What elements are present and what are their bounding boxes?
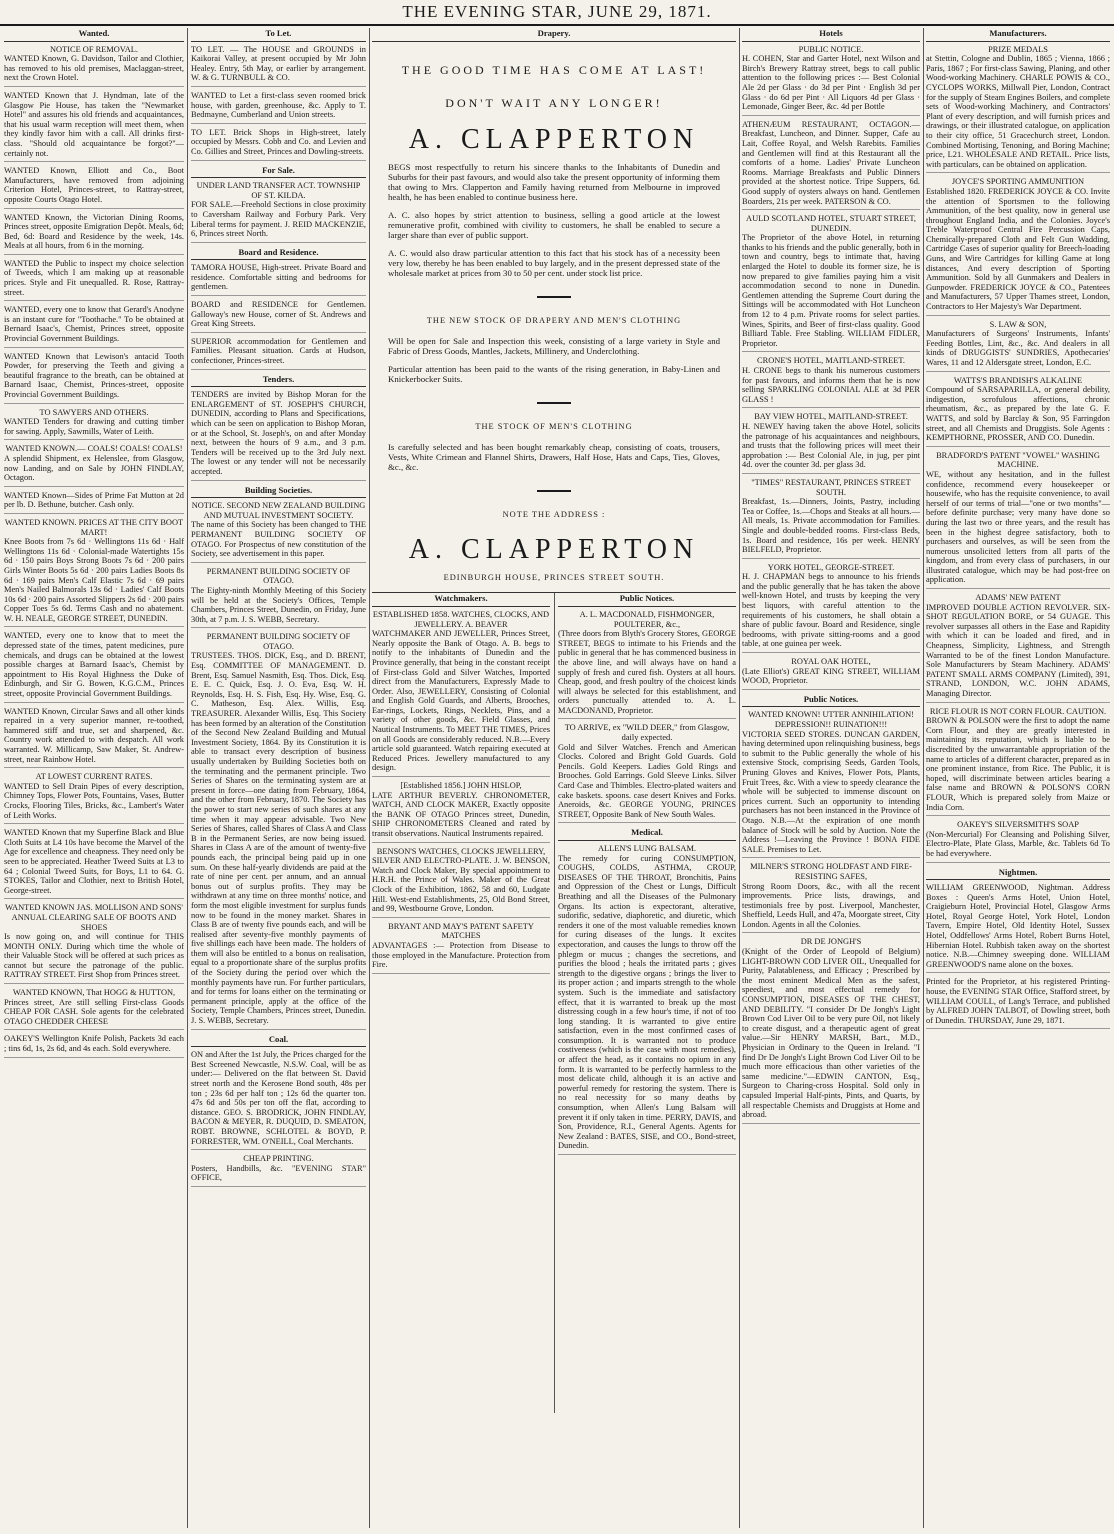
advertisement (191, 128, 366, 161)
divider (537, 402, 571, 404)
advertisement (742, 657, 920, 690)
advertisement (926, 593, 1110, 703)
advertisement (4, 45, 184, 87)
advertisement (926, 707, 1110, 817)
ad-body: The remedy for curing CONSUMPTION, COUGHS, COLDS, ASTHMA, CROUP, DISEASES OF THE THROAT, Bronchitis, Pains and Oppression of the Chest or Lungs, Difficult Breathing and all the Diseases of the Pulmonary Organs. Its action is expectorant, alterative, sudorific, sedative, diaphoretic, and diuretic, which renders it one of the most valuable remedies known for curing diseases of the lungs. It excites expectoration, and causes the lungs to throw off the phlegm or mucus ; changes the secretions, and purifies the blood ; heals the irritated parts ; gives strength to the digestive organs ; brings the liver to its proper action ; and imparts strength to the whole system. Such is the immediate and satisfactory effect, that it is warranted to break up the most distressing cough in a few hour's time, if not of too long standing. It is warranted to give entire satisfaction, even in the most confirmed cases of consumption. It is warranted not to produce costiveness (which is the case with most remedies), or affect the head, as it contains no opium in any form. It is warranted to be perfectly harmless to the most delicate child, although it is an active and powerful remedy for restoring the system. There is no real necessity for so many deaths by consumption, when Allen's Lung Balsam will prevent it if only taken in time. PERRY, DAVIS, and Son, Providence, R.I., General Agents. Agents for New Zealand : BATES, SISE, and CO., Bond-street, Dunedin. (558, 853, 736, 1151)
column-public-notices (558, 593, 736, 1413)
ad-body: WANTED to Let a first-class seven roomed brick house, with garden, greenhouse, &c. Apply to T. Bedmayne, Cumberland and Union streets. (191, 90, 366, 120)
column-watchmakers (372, 593, 550, 1413)
advertisement (742, 214, 920, 352)
column-rule (554, 593, 555, 1413)
ad-heading: ALLEN'S LUNG BALSAM. (597, 844, 697, 853)
ad-body: WANTED Known that my Superfine Black and Blue Cloth Suits at L4 10s have become the Marvel of the Age for excellence and cheapness. They need only be seen to be appreciated. Heather Tweed Suits at L3 to 64 ; Colonial Tweed Suits, for Boys, L1 to 64. G. STOKES, Tailor and Clothier, next to British Hotel, George-street. (4, 828, 184, 895)
section-heading: Public Notices. (742, 694, 920, 708)
ad-paragraph: A. C. also hopes by strict attention to business, selling a good article at the lowest remunerative profit, combined with civility to customers, he shall be enabled to secure a larger share than ever of public support. (388, 210, 720, 241)
ad-heading: CRONE'S HOTEL, MAITLAND-STREET. (757, 356, 905, 366)
ad-heading: WANTED KNOWN JAS. MOLLISON AND SONS' ANNUAL CLEARING SALE OF BOOTS AND SHOES (5, 903, 183, 932)
ad-body: WANTED Known, G. Davidson, Tailor and Clothier, has removed to his old premises, Maclaggan-street, next the Crown Hotel. (4, 54, 184, 83)
ad-body: WANTED, every one to know that to meet the depressed state of the times, patent medicines, pure chemicals, and drugs can be obtained at the lowest possible charges at Barnard Isaac's, Chemist by appointment to His Royal Highness the Duke of Edinburgh, and Sir G. Bowen, K.G.C.M., Princes street, opposite Provincial Government Buildings. (4, 631, 184, 699)
ad-body: BOARD and RESIDENCE for Gentlemen. Galloway's new House, corner of St. Andrews and Great King Streets. (191, 300, 366, 329)
section-heading: Wanted. (4, 28, 184, 42)
advertisement (4, 305, 184, 347)
ad-body: Strong Room Doors, &c., with all the recent improvements. Price lists, drawings, and testimonials free by post. Liverpool, Manchester, Sheffield, Leeds Hull, and 47a, Moorgate street, City London. Agents in all the Colonies. (742, 881, 920, 929)
address: EDINBURGH HOUSE, PRINCES STREET SOUTH. (443, 572, 665, 582)
section-heading: Medical. (558, 827, 736, 841)
advertisement (742, 710, 920, 858)
advertisement (191, 45, 366, 87)
ad-paragraph: Will be open for Sale and Inspection this week, consisting of a large variety in Style and Fabric of Dress Goods, Mantles, Jackets, Millinery, and Underclothing. (388, 335, 720, 356)
ad-body: WE, without any hesitation, and in the fullest confidence, recommend every housekeeper or housewife, who has the requisite convenience, to avail herself of our terms of trial—"one or two months"—before definite purchase; very many have done so during the last two or three years, and the result has been in the highest degree satisfactory, both to purchasers and ourselves, as will be seen from the numerous unsolicited letters from all parts of the kingdom, and from every class of purchasers, in our illustrated catalogue, which may be had post-free on application. (926, 469, 1110, 585)
ad-body: The Eighty-ninth Monthly Meeting of this Society will be held at the Society's Offices, Temple Chambers, Princes Street, Dunedin, on Friday, June 30th, at 7 p.m. J. S. WEBB, Secretary. (191, 585, 366, 624)
ad-body: WANTED the Public to inspect my choice selection of Tweeds, which I am making up at reasonable prices. Style and Fit unequalled. R. Rose, Rattray-street. (4, 258, 184, 297)
ad-body: Posters, Handbills, &c. "EVENING STAR" OFFICE, (191, 1163, 366, 1183)
ad-body: WANTED Known that J. Hyndman, late of the Glasgow Pie House, has taken the "Newmarket Hotel" and assures his old friends and acquaintances, that his usual warm reception will meet them, when they kindly favor him with a call. All drinks first-class. "Should old acquaintance be forgot?"—certainly not. (4, 90, 184, 158)
advertisement (191, 390, 366, 480)
advertisement (558, 723, 736, 823)
advertisement (372, 922, 550, 974)
advertisement (4, 631, 184, 702)
ad-body: The name of this Society has been changed to THE PERMANENT BUILDING SOCIETY OF OTAGO. For Prospectus of new constitution of the Society, see advertisement in this paper. (191, 520, 366, 559)
advertisement (926, 320, 1110, 372)
ad-heading: OAKEY'S SILVERSMITH'S SOAP (957, 820, 1079, 830)
section-heading: Board and Residence. (191, 247, 366, 261)
advertisement (926, 820, 1110, 862)
ad-body: ON and After the 1st July, the Prices charged for the Best Screened Newcastle, N.S.W. Coal, will be as under:— Delivered on the flat between St. David street north and the Kerosene Bond south, 48s per ton ; 23s 6d per half ton ; 12s 6d the quarter ton. 47s 6d and 50s per ton off the flat, according to distance. GEO. S. BRODRICK, JOHN FINDLAY, BACON & MEYER, R. DUQUID, D. SMEATON, ROBT. BROWNE, SCHLOTEL & BOYD, P. FORRESTER, WM. O'NEILL, Coal Merchants. (191, 1050, 366, 1146)
ad-heading: RICE FLOUR IS NOT CORN FLOUR. CAUTION. (929, 706, 1107, 716)
advertisement (191, 337, 366, 370)
ad-body: TO LET. Brick Shops in High-street, lately occupied by Messrs. Cobb and Co. and Levien and Co. Gillies and Street, Princes and Dowling-streets. (191, 127, 366, 156)
ad-body: WANTED to Sell Drain Pipes of every description, Chimney Tops, Flower Pots, Fountains, Vases, Butter Crocks, Flooring Tiles, Bricks, &c., Lambert's Water of Leith Works. (4, 781, 184, 820)
ad-body: TRUSTEES. THOS. DICK, Esq., and D. BRENT, Esq. COMMITTEE OF MANAGEMENT. D. Brent, Esq. Samuel Nasmith, Esq. Thos. Dick, Esq. E. E. C. Quick, Esq. J. O. Eva, Esq. W. H. Reynolds, Esq. H. S. Fish, Esq. Hy. Wise, Esq. G. C. Matheson, Esq. Alex. Willis, Esq. TREASURER. Alexander Willis, Esq. This Society has been formed by an alteration of the Constitution of the Second New Zealand Building and Mutual Investment Society, 1864. By its Constitution it is able to transact every description of business usually undertaken by Building Societies both on the terminating and the permanent principle. Two Series of Shares on the terminating system are at present in force—one dating from February, 1864, and the other from February, 1870. The Society has the power to start new series of such shares at any time when it may appear advisable. Two New Series of Shares, called Shares of Class A and Class B in the Permanent Series, are now being issued. Shares in Class A are of the amount of twenty-five pounds each, the principal being paid up in one sum. On these half-yearly dividends are paid at the rate of nine per cent. per annum, and an annual bonus out of surplus profits. They may be withdrawn at any time on three months' notice, and form the most eligible investment for surplus funds now to be found in the money market. Shares in Class B are of twenty five pounds each, and will be realised after seventy-five monthly payments of five shillings each have been made. The holders of them will also be entitled to a bonus on realisation, equal to a proportionate share of the surplus profits of the Society during the period over which the monthly payments have run. For further particulars, and for terms for loans either on the terminating or permanent principle, apply at the office of the Society, Temple Chambers, Princes street, Dunedin. J. S. WEBB, Secretary. (191, 651, 366, 1026)
ad-heading: DR DE JONGH'S (800, 937, 862, 947)
advertisement (4, 903, 184, 984)
ad-paragraph: BEGS most respectfully to return his sincere thanks to the Inhabitants of Dunedin and Suburbs for their past favours, and would also take the present opportunity of informing them that owing to Mrs. Clapperton and Family having returned from Melbourne in improved health, he has been enabled to continue business here. (388, 162, 720, 203)
ad-body: Printed for the Proprietor, at his registered Printing-house, the EVENING STAR Office, Stafford street, by WILLIAM COULL, of Lang's Terrace, and published by ALFRED JOHN TALBOT, of Dowling street, both of Dunedin. THURSDAY, June 29, 1871. (926, 977, 1110, 1025)
advertisement (926, 883, 1110, 973)
advertisement (742, 120, 920, 210)
advertisement (4, 213, 184, 255)
advertisement (4, 491, 184, 514)
ad-heading: WANTED KNOWN, That HOGG & HUTTON, (12, 988, 176, 998)
column-manufacturers (926, 28, 1110, 1528)
section-heading: To Let. (191, 28, 366, 42)
ad-body: The Proprietor of the above Hotel, in returning thanks to his friends and the public generally, both in town and country, begs to intimate that, having enlarged the Hotel to double its former size, he is now prepared to give families paying him a visit accommodation second to none in Dunedin. Gentlemen attending the Supreme Court during the Sittings will be accommodated with Hot Luncheon from 12 to 4 p.m. Private rooms for select parties. Wines, Spirits, and Beer of first-class quality. Good Billiard Table. Free Stabling. WILLIAM FIDLER, Proprietor. (742, 233, 920, 348)
advertisement (372, 781, 550, 843)
ad-paragraph: Is carefully selected and has been bought remarkably cheap, consisting of coats, trousers, Vests, White Crimean and Flannel Shirts, Drawers, Half Hose, Hats and Caps, Ties, Gloves, &c., &c. (388, 441, 720, 472)
advertisement (191, 181, 366, 243)
column-drapery (372, 28, 736, 1528)
subheading: NOTE THE ADDRESS : (502, 509, 606, 519)
ad-body: Knee Boots from 7s 6d · Wellingtons 11s 6d · Half Wellingtons 11s 6d · Colonial-made Watertights 15s 6d · 150 pairs Boys Strong Boots 7s 6d · 200 pairs Girls Winter Boots 5s 6d · 200 pairs Ladies Boots 8s 6d · 169 pairs Men's Calf Elastic 7s 6d · 69 pairs Men's Nailed Balmorals 13s 6d · Ladies' Calf Boots 10s 6d · 200 pairs Assorted Slippers 2s 6d · 200 pairs Copper Toes 5s 6d. Terms Cash and no abatement. W. H. NEALE, GEORGE STREET, DUNEDIN. (4, 537, 184, 623)
advertisement (191, 1050, 366, 1150)
column-wanted (4, 28, 184, 1528)
ad-paragraph: A. C. would also draw particular attention to this fact that his stock has of a necessity been very low, thereby he has been enabled to buy largely, and in the present depressed state of the wholesale market at prices from 30 to 50 per cent. under stock list price. (388, 248, 720, 279)
advertisement (4, 259, 184, 301)
ad-heading: PERMANENT BUILDING SOCIETY OF OTAGO. (206, 632, 351, 651)
column-rule (739, 28, 740, 1528)
ad-body: WANTED, every one to know that Gerard's Anodyne is an instant cure for "Toothache." To be obtained at Bernard Isaac's, Chemist, Princes street, opposite Provincial Government Buildings. (4, 305, 184, 344)
ad-body: WANTED Known, Elliott and Co., Boot Manufacturers, have removed from adjoining Criterion Hotel, Princes-street, to Rattray-street, opposite Courts Otago Hotel. (4, 166, 184, 204)
ad-body: WANTED Known, the Victorian Dining Rooms, Princes street, opposite Emigration Depôt. Meals, 6d; Bed, 6d: Board and Residence by the week, 14s. Meals at all hours, from 6 in the morning. (4, 212, 184, 251)
ad-heading: MILNER'S STRONG HOLDFAST AND FIRE-RESISTING SAFES, (750, 862, 912, 881)
section-heading: Public Notices. (558, 593, 736, 607)
ad-heading: BRADFORD'S PATENT "VOWEL" WASHING MACHINE. (936, 450, 1100, 470)
advertisement (191, 91, 366, 124)
advertisement (4, 166, 184, 208)
ad-body: (Three doors from Blyth's Grocery Stores, GEORGE STREET, BEGS to intimate to his Friends and the public in general that he has commenced business in the above line, and will always have on hand a supply of fresh and cured fish. Oysters at all hours. Cheap, good, and fresh poultry of the choicest kinds will always be selected for this establishment, and orders punctually attended to. A. L. MACDONAND, Proprietor. (558, 629, 736, 715)
ad-body: FOR SALE.—Freehold Sections in close proximity to Caversham Railway and Forbury Park. Very Liberal terms for payment. J. REID MACKENZIE, 6, Princes street North. (191, 200, 366, 239)
ad-heading: WANTED KNOWN! UTTER ANNIHILATION! DEPRESSION!! RUINATION!!! (748, 710, 914, 729)
ad-heading: UNDER LAND TRANSFER ACT. TOWNSHIP OF ST. KILDA. (196, 181, 361, 200)
advertisement (4, 828, 184, 899)
ad-body: Breakfast, 1s.—Dinners, Joints, Pastry, including Tea or Coffee, 1s.—Chops and Steaks at all hours.—All meals, 1s. Private accommodation for Families. Single and double-bedded rooms. First-class Beds, 1s. Board and residence, 16s per week. HENRY BIELFELD, Proprietor. (742, 497, 920, 555)
advertisement (191, 567, 366, 629)
ad-body: A splendid Shipment, ex Helenslee, from Glasgow, now Landing, and on Sale by JOHN FINDLAY, Octagon. (4, 453, 184, 483)
advertisement (742, 412, 920, 474)
ad-heading: BRYANT AND MAY'S PATENT SAFETY MATCHES (388, 921, 534, 941)
advertiser-name: A. CLAPPERTON (408, 534, 700, 566)
ad-heading: ESTABLISHED 1858. WATCHES, CLOCKS, AND JEWELLERY. A. BEAVER (372, 609, 550, 629)
headline: THE GOOD TIME HAS COME AT LAST! (401, 62, 707, 77)
advertisement (4, 352, 184, 404)
divider (537, 296, 571, 298)
ad-heading: TO ARRIVE, ex "WILD DEER," from Glasgow, daily expected. (564, 723, 730, 743)
ad-heading: NOTICE OF REMOVAL. (49, 44, 139, 54)
ad-heading: PUBLIC NOTICE. (798, 44, 864, 54)
ad-body: SILVER AND ELECTRO-PLATE. J. W. BENSON, Watch and Clock Maker, By special appointment to H.R.H. the Prince of Wales. Maker of the Great Clock of the Exhibition, 1862, 58 and 60, Ludgate Hill. West-end Establishments, 25, Old Bond Street, and 99, Westbourne Grove, London. (372, 856, 550, 914)
subheading: THE NEW STOCK OF DRAPERY AND MEN'S CLOTHING (426, 316, 682, 326)
section-heading: Building Societies. (191, 485, 366, 499)
advertisement (4, 518, 184, 628)
ad-body: Manufacturers of Surgeons' Instruments, Infants' Feeding Bottles, Lint, &c., &c. And dealers in all kinds of DRUGGISTS' SUNDRIES, Apothecaries' Wares, 11 and 12 Aldersgate street, London, E.C. (926, 329, 1110, 367)
ad-heading: ROYAL OAK HOTEL, (791, 657, 871, 667)
advertisement (926, 977, 1110, 1029)
ad-heading: BENSON'S WATCHES, CLOCKS JEWELLERY, (376, 846, 546, 856)
ad-heading: AULD SCOTLAND HOTEL, STUART STREET, DUNEDIN. (746, 214, 916, 233)
section-heading: For Sale. (191, 165, 366, 179)
advertiser-name: A. CLAPPERTON (408, 123, 700, 155)
ad-heading: WANTED KNOWN.— COALS! COALS! COALS! (5, 444, 183, 454)
ad-body: Gold and Silver Watches. French and American Clocks. Colored and Bright Gold Guards. Gold Pencils. Gold Keepers. Ladies Gold Rings and Brooches. Gold Earrings. Gold Sleeve Links. Silver Card Case and Thimbles. Electro-plated waiters and cake baskets. spoons. case desert Knives and Forks. Aneroids, &c. GEORGE YOUNG, PRINCES STREET, Opposite Bank of New South Wales. (558, 742, 736, 819)
ad-heading: S. LAW & SON, (989, 319, 1047, 329)
advertisement (4, 408, 184, 441)
column-to-let (191, 28, 366, 1528)
column-rule (187, 28, 188, 1528)
ad-body: WANTED Tenders for drawing and cutting timber for sawing. Apply, Sawmills, Water of Leith. (4, 417, 184, 436)
subheading: THE STOCK OF MEN'S CLOTHING (475, 421, 633, 431)
ad-body: (Late Elliot's) GREAT KING STREET, WILLIAM WOOD, Proprietor. (742, 666, 920, 686)
ad-body: WATCHMAKER AND JEWELLER, Princes Street, Nearly opposite the Bank of Otago. A. B. begs to notify to the inhabitants of Dunedin and the Province generally, that being in the constant receipt of First-class Gold and Silver Watches, Imported direct from the Manufacturers, Expressly Made to Order. Also, JEWELLERY, Consisting of Colonial and English Gold Guards, and Alberts, Brooches, Ear-rings, Lockets, Rings, Necklets, Pins, and a variety of other goods, &c. Field Glasses, and Nautical Instruments. To MEET THE TIMES, Prices on all Goods are considerably reduced. N.B.—Every article sold guaranteed. Watch repairing executed at Reduced Prices. Jewellery manufactured to any design. (372, 629, 550, 773)
ad-heading: ADAMS' NEW PATENT (975, 593, 1061, 603)
advertisement (191, 632, 366, 1029)
ad-body: H. CRONE begs to thank his numerous customers for past favours, and informs them that he is now selling SPARKLING COLONIAL ALE at 3d PER GLASS ! (742, 366, 920, 404)
advertisement (4, 707, 184, 769)
advertisement (742, 478, 920, 559)
ad-heading: CHEAP PRINTING. (243, 1154, 314, 1164)
ad-body: H. NEWEY having taken the above Hotel, solicits the patronage of his acquaintances and neighbours, and trusts that the following prices will meet their approbation :— Best Colonial Ale, in jug, per pint 4d. over the counter 3d. per glass 3d. (742, 421, 920, 470)
ad-body: SUPERIOR accommodation for Gentlemen and Families. Pleasant situation. Cards at Hudson, confectioner, Princes-street. (191, 336, 366, 366)
ad-heading: [Established 1856.] JOHN HISLOP, (400, 781, 522, 791)
ad-body: OAKEY'S Wellington Knife Polish, Packets 3d each ; tins 6d, 1s, 2s 6d, and 4s each. Sold everywhere. (4, 1034, 184, 1054)
ad-body: WANTED Known, Circular Saws and all other kinds repaired in a very superior manner, re-toothed, hammered stiff and true, set and sharpened, &c. Country work attended to with despatch. All work warranted. W. Millicamp, Saw Maker, St. Andrew-street, near Rainbow Hotel. (4, 706, 184, 764)
section-heading: Nightmen. (926, 867, 1110, 881)
ad-body: WILLIAM GREENWOOD, Nightman. Address Boxes : Queen's Arms Hotel, Union Hotel, Craigieburn Hotel, Provincial Hotel, Glasgow Arms Hotel, Royal George Hotel, York Hotel, London Tavern, Empire Hotel, Old Identity Hotel, Sussex Hotel, Oddfellows' Arms Hotel, Robert Burns Hotel, Hibernian Hotel. Rubbish taken away on the shortest notice. N.B.—Chimney sweeping done. WILLIAM GREENWOOD'S name alone on the boxes. (926, 883, 1110, 969)
sub-columns (372, 592, 736, 1413)
ad-body: H. COHEN, Star and Garter Hotel, next Wilson and Birch's Brewery Rattray street, begs to call public attention to the following prices :— Best Colonial Ale 2d per Glass · do 3d per Pint · English 3d per Glass · do 6d per Pint · All Liquors 4d per Glass · Lemonade, Ginger Beer, &c. 4d per Bottle (742, 54, 920, 112)
column-hotels (742, 28, 920, 1528)
advertisement (558, 844, 736, 1155)
column-rule (923, 28, 924, 1528)
advertisement (191, 1154, 366, 1187)
ad-heading: PERMANENT BUILDING SOCIETY OF OTAGO. (206, 566, 351, 586)
advertisement (742, 862, 920, 933)
section-heading: Tenders. (191, 374, 366, 388)
advertisement (4, 444, 184, 486)
ad-heading: NOTICE. SECOND NEW ZEALAND BUILDING AND MUTUAL INVESTMENT SOCIETY. (191, 501, 366, 520)
ad-body: BROWN & POLSON were the first to adopt the name Corn Flour, and they are greatly interested in maintaining its reputation, which is liable to be discredited by the unwarrantable appropriation of the name to articles of a different character, prepared as in one prominent instance, from Rice. The Public, it is hoped, will discriminate between articles bearing a false name and BROWN & POLSON'S CORN FLOUR, Which is prepared solely from Maize or India Corn. (926, 716, 1110, 812)
advertisement (742, 937, 920, 1123)
ad-body: Princes street, Are still selling First-class Goods CHEAP FOR CASH. Sole agents for the celebrated OTAGO CHEDDER CHEESE (4, 997, 184, 1026)
section-heading: Hotels (742, 28, 920, 42)
ad-heading: PRIZE MEDALS (988, 44, 1048, 54)
ad-heading: "TIMES" RESTAURANT, PRINCES STREET SOUTH. (751, 477, 911, 497)
ad-heading: YORK HOTEL, GEORGE-STREET. (767, 562, 895, 572)
ad-body: (Knight of the Order of Leopold of Belgium) LIGHT-BROWN COD LIVER OIL, Unequalled for Purity, Palatableness, and Efficacy ; Prescribed by the most eminent Medical Men as the safest, speediest, and most effectual remedy for CONSUMPTION, DISEASES OF THE CHEST, AND DEBILITY. "I consider Dr De Jongh's Light Brown Cod Liver Oil to be very pure Oil, not likely to create disgust, and a therapeutic agent of great value.—Sir HENRY MARSH, Bart., M.D., Physician in Ordinary to the Queen in Ireland. "I find Dr De Jongh's Light Brown Cod Liver Oil to be much more efficacious than other varieties of the same medicine."—EDWIN CANTON, Esq., Surgeon to Charing-cross Hospital. Sold only in capsuled Imperial Half-pints, Pints, and Quarts, by all respectable Chemists and Druggists at Home and abroad. (742, 947, 920, 1120)
divider (537, 490, 571, 492)
advertisement (191, 501, 366, 563)
ad-body: Is now going on, and will continue for THIS MONTH ONLY. During which time the whole of their Valuable Stock will be offered at such prices as cannot but secure the patronage of the public. RATTRAY STREET. First Shop from Princes street. (4, 932, 184, 980)
ad-heading: JOYCE'S SPORTING AMMUNITION (951, 177, 1085, 187)
advertisement (4, 988, 184, 1030)
ad-paragraph: Particular attention has been paid to the wants of the rising generation, in Baby-Linen and Knickerbocker Suits. (388, 363, 720, 384)
advertisement (372, 847, 550, 918)
advertisement (742, 45, 920, 116)
ad-body: (Non-Mercurial) For Cleansing and Polishing Silver, Electro-Plate, Plate Glass, Marble, &c. Tablets 6d To be had everywhere. (926, 829, 1110, 858)
advertisement (4, 1034, 184, 1057)
ad-body: LATE ARTHUR BEVERLY. CHRONOMETER, WATCH, AND CLOCK MAKER, Exactly opposite the BANK OF OTAGO Princes street, Dunedin, SHIP CHRONOMETERS Cleaned and rated by transit observations. Nautical Instruments repaired. (372, 790, 550, 838)
advertisement (926, 177, 1110, 315)
ad-body: IMPROVED DOUBLE ACTION REVOLVER. SIX-SHOT REGULATION BORE, or 54 GUAGE. This revolver surpasses all others in the Ease and Rapidity with which it can be loaded and fired, and in Cheapness, Simplicity, Lightness, and Strength Warranted to be of the finest London Manufacture. Sole Manufacturers by Steam Machinery. ADAMS' PATENT SMALL ARMS COMPANY (Limited), 391, STRAND, LONDON, W.C. JOHN ADAMS, Managing Director. (926, 602, 1110, 698)
ad-body: H. J. CHAPMAN begs to announce to his friends and the public generally that he has taken the above well-known Hotel, and trusts by keeping the very best liquors, with careful attention to the requirements of his customers, he shall obtain a share of public favour. Board and Residence, single bedrooms, with private sitting-rooms and a good table, at one guinea per week. (742, 572, 920, 649)
advertisement (926, 451, 1110, 589)
section-heading: Manufacturers. (926, 28, 1110, 42)
advertisement (742, 563, 920, 653)
ad-body: TENDERS are invited by Bishop Moran for the ENLARGEMENT of ST. JOSEPH'S CHURCH, DUNEDIN, according to Plans and Specifications, which can be seen on application to Bishop Moran, or at the School, St. Joseph's, on and after Monday next, between the hours of 9 a.m., and 3 p.m. Tenders will be received up to the 3rd July next. The lowest or any tender will not be necessarily accepted. (191, 390, 366, 476)
advertisement (4, 772, 184, 824)
ad-heading: TO SAWYERS AND OTHERS. (39, 407, 149, 417)
ad-body: WANTED Known that Lewison's antacid Tooth Powder, for preserving the Teeth and giving a beautiful fragrance to the breath, can be obtained at Barnard Isaac, Chemist, Princes-street, opposite Provincial Government Buildings. (4, 351, 184, 399)
advertisement (4, 91, 184, 162)
advertisement (191, 300, 366, 333)
ad-body: Compound of SARSAPARILLA, or general debility, indigestion, scrofulous affections, chronic rheumatism, &c., as prepared by the late G. F. WATTS, and sold by Barclay & Son, 95 Farringdon street, and all Chemists and Druggists. Sole Agents : KEMPTHORNE, PROSSER, AND CO. Dunedin. (926, 385, 1110, 443)
section-heading: Watchmakers. (372, 593, 550, 607)
ad-body: Established 1820. FREDERICK JOYCE & CO. Invite the attention of Sportsmen to the following Ammunition, of the best quality, now in general use throughout England India, and the Colonies. Joyce's Treble Waterproof Central Fire Percussion Caps, Chemically-prepared Cloth and Felt Gun Wadding, Cartridge Cases of superior quality for Breech-loading Guns, and Wire Cartridges for killing Game at long distances, And every description of Sporting Ammunition. Sold by all Gunmakers and Dealers in Gunpowder. FREDERICK JOYCE & CO., Patentees and Manufacturers, 57 Upper Thames street, London, Contractors to Her Majesty's War Department. (926, 186, 1110, 312)
ad-heading: WATTS'S BRANDISH'S ALKALINE (953, 375, 1083, 385)
advertisement (558, 610, 736, 720)
ad-body: WANTED Known—Sides of Prime Fat Mutton at 2d per lb. D. Bethune, butcher. Cash only. (4, 490, 184, 510)
ad-heading: BAY VIEW HOTEL, MAITLAND-STREET. (754, 412, 908, 422)
section-heading: Drapery. (372, 28, 736, 42)
headline: DON'T WAIT ANY LONGER! (445, 96, 663, 111)
ad-heading: WANTED KNOWN. PRICES AT THE CITY BOOT MART! (4, 517, 184, 537)
ad-body: at Stettin, Cologne and Dublin, 1865 ; Vienna, 1866 ; Paris, 1867 ; For first-class Sawing, Planing, and other Wood-working Machinery. CHARLE POWIS & CO., CYCLOPS WORKS, Millwall Pier, London, Contract for the supply of Steam Engines Boilers, and complete sets of Wood-working Machinery, and Contractors' Plant of every description, and will furnish prices and drawings, or their illustrated catalogue, on application to their city office, 51 Gracechurch street, London. Combined Mortising, Tenoning, and Boring Machine; price, L21. WHOLESALE AND RETAIL. Price lists, with particulars, can be obtained on application. (926, 54, 1110, 169)
section-heading: Coal. (191, 1034, 366, 1048)
masthead: THE EVENING STAR, JUNE 29, 1871. (0, 0, 1114, 26)
advertisement (926, 45, 1110, 174)
ad-body: TO LET. — The HOUSE and GROUNDS in Kaikorai Valley, at present occupied by Mr John Healey. Entry, 5th May, or earlier by arrangement. W. & G. TURNBULL & CO. (191, 44, 366, 83)
advertisement (191, 263, 366, 296)
ad-heading: A. L. MACDONALD, FISHMONGER, POULTERER, &c., (579, 609, 715, 629)
column-rule (369, 28, 370, 1528)
advertisement (926, 376, 1110, 447)
ad-body: VICTORIA SEED STORES. DUNCAN GARDEN, having determined upon relinquishing business, begs to submit to the Public generally the whole of his extensive Stock, comprising Seeds, Garden Tools, Pruning Gloves and Knives, Flower Pots, Plants, Fruit Trees, &c. With a view to speedy clearance the whole will be subjected to immense discount on prices current. Such an opportunity to intending purchasers has not been instanced in the Province of Otago. N.B.—At the expiration of one month balance of Stock will be sold by Auction. Note the Address !—Leaving the Province ! BONA FIDE SALE. Premises to Let. (742, 729, 920, 854)
ad-body: ATHENÆUM RESTAURANT, OCTAGON.—Breakfast, Luncheon, and Dinner. Supper, Cafe au Lait, Coffee Royal, and Welsh Rarebits. Families and Gentlemen will find at this Restaurant all the comforts of a home. Ladies' Private Luncheon Rooms. Marriage Breakfasts and Public Dinners provided at the shortest notice. Tripe Suppers, 6d. Good supply of oysters always on hand. Gentlemen Boarders, 21s per week. PATERSON & CO. (742, 119, 920, 206)
advertisement (372, 610, 550, 777)
ad-body: ADVANTAGES :— Protection from Disease to those employed in the Manufacture. Protection from Fire. (372, 940, 550, 970)
advertisement (742, 356, 920, 408)
ad-body: TAMORA HOUSE, High-street. Private Board and residence. Comfortable sitting and bedrooms for gentlemen. (191, 263, 366, 292)
ad-heading: AT LOWEST CURRENT RATES. (35, 772, 153, 782)
